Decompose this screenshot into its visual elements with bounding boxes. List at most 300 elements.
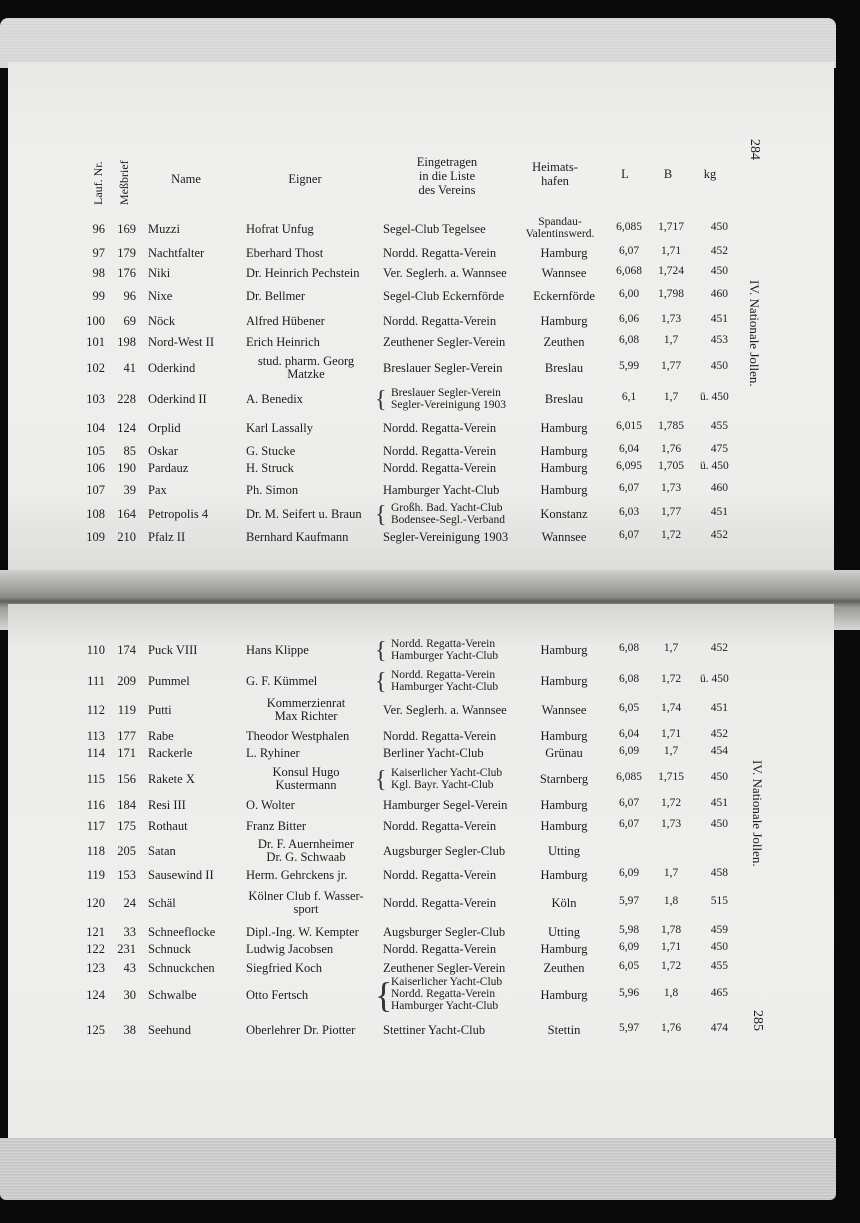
lauf-nr-cell: 118 (86, 844, 105, 858)
beam-b-cell: 1,7 (663, 745, 679, 757)
club-line: Nordd. Regatta-Verein (391, 637, 496, 650)
club-line: Nordd. Regatta-Verein (383, 868, 497, 882)
length-l-cell: 6,06 (618, 313, 640, 325)
boat-name-cell: Nachtfalter (148, 246, 205, 260)
home-port-line: Utting (548, 925, 580, 939)
beam-b-cell: 1,7 (663, 391, 679, 403)
beam-b-cell: 1,77 (660, 506, 682, 518)
beam-b-cell: 1,8 (663, 987, 679, 999)
home-port-line: Hamburg (540, 819, 588, 833)
club-line: Großh. Bad. Yacht-Club (391, 501, 503, 514)
club-line: Nordd. Regatta-Verein (383, 314, 497, 328)
messbrief-cell: 169 (117, 222, 136, 236)
header-heimat-line-2: hafen (541, 174, 569, 188)
owner-line: G. F. Kümmel (246, 674, 318, 688)
length-l-cell: 5,97 (618, 1022, 640, 1034)
messbrief-cell: 38 (123, 1023, 136, 1037)
boat-name-cell: Oderkind II (148, 392, 207, 406)
weight-kg-cell: 465 (710, 987, 728, 999)
home-port-line: Starnberg (539, 772, 589, 786)
length-l-cell: 6,04 (618, 728, 640, 740)
weight-kg-cell: 451 (710, 797, 728, 809)
beam-b-cell: 1,7 (663, 334, 679, 346)
messbrief-cell: 30 (123, 988, 136, 1002)
header-eingetragen-line-3: des Vereins (418, 183, 476, 197)
messbrief-cell: 190 (117, 461, 136, 475)
weight-kg-cell: 453 (710, 334, 728, 346)
messbrief-cell: 179 (117, 246, 136, 260)
lauf-nr-cell: 107 (86, 483, 105, 497)
brace-icon: { (375, 501, 387, 528)
header-name: Name (171, 172, 201, 186)
owner-line: Otto Fertsch (246, 988, 309, 1002)
club-line: Segler-Vereinigung 1903 (383, 530, 509, 544)
club-line: Zeuthener Segler-Verein (383, 961, 506, 975)
header-heimatshafen (524, 160, 586, 188)
club-line: Augsburger Segler-Club (383, 925, 506, 939)
weight-kg-cell: 452 (710, 245, 728, 257)
home-port-line: Hamburg (540, 643, 588, 657)
weight-kg-cell: ü. 450 (700, 460, 729, 472)
header-messbrief: Meßbrief (117, 160, 131, 205)
beam-b-cell: 1,72 (660, 797, 682, 809)
home-port-line: Hamburg (540, 868, 588, 882)
lauf-nr-cell: 115 (86, 772, 105, 786)
length-l-cell: 6,05 (618, 702, 640, 714)
lauf-nr-cell: 102 (86, 361, 105, 375)
home-port-line: Konstanz (540, 507, 588, 521)
boat-name-cell: Seehund (148, 1023, 192, 1037)
length-l-cell: 6,1 (621, 391, 637, 403)
lauf-nr-cell: 121 (86, 925, 105, 939)
lauf-nr-cell: 117 (86, 819, 105, 833)
length-l-cell: 6,068 (616, 265, 642, 277)
lauf-nr-cell: 123 (86, 961, 105, 975)
weight-kg-cell: 452 (710, 529, 728, 541)
home-port-line: Breslau (544, 361, 584, 375)
boat-name-cell: Petropolis 4 (148, 507, 209, 521)
lauf-nr-cell: 120 (86, 896, 105, 910)
lauf-nr-cell: 97 (92, 246, 105, 260)
length-l-cell: 6,085 (616, 221, 642, 233)
messbrief-cell: 69 (123, 314, 136, 328)
length-l-cell: 5,98 (618, 924, 640, 936)
home-port-line: Spandau- (538, 216, 582, 228)
club-line: Breslauer Segler-Verein (391, 386, 501, 399)
boat-name-cell: Nord-West II (148, 335, 214, 349)
beam-b-cell: 1,76 (660, 443, 682, 455)
club-line: Nordd. Regatta-Verein (383, 729, 497, 743)
home-port-line: Wannsee (541, 703, 587, 717)
messbrief-cell: 209 (117, 674, 136, 688)
length-l-cell: 5,96 (618, 987, 640, 999)
club-line: Nordd. Regatta-Verein (383, 246, 497, 260)
header-heimat-line-1: Heimats- (532, 160, 578, 174)
boat-name-cell: Putti (148, 703, 172, 717)
club-line: Segel-Club Tegelsee (383, 222, 486, 236)
length-l-cell: 6,09 (618, 941, 640, 953)
owner-line: stud. pharm. Georg (257, 354, 355, 368)
messbrief-cell: 156 (117, 772, 136, 786)
header-eigner: Eigner (288, 172, 322, 186)
owner-line: Erich Heinrich (246, 335, 320, 349)
club-line: Nordd. Regatta-Verein (383, 896, 497, 910)
boat-name-cell: Rabe (148, 729, 174, 743)
home-port-line: Hamburg (540, 461, 588, 475)
home-port-line: Breslau (544, 392, 584, 406)
header-b: B (663, 167, 673, 181)
messbrief-cell: 24 (123, 896, 136, 910)
owner-line: Karl Lassally (246, 421, 313, 435)
boat-name-cell: Pax (148, 483, 167, 497)
beam-b-cell: 1,785 (658, 420, 684, 432)
club-line: Kgl. Bayr. Yacht-Club (391, 778, 494, 791)
boat-name-cell: Oderkind (148, 361, 196, 375)
boat-name-cell: Sausewind II (148, 868, 214, 882)
owner-line: Dr. G. Schwaab (266, 850, 346, 864)
lauf-nr-cell: 114 (86, 746, 105, 760)
lauf-nr-cell: 124 (86, 988, 105, 1002)
lauf-nr-cell: 119 (86, 868, 105, 882)
boat-name-cell: Orplid (148, 421, 181, 435)
messbrief-cell: 153 (117, 868, 136, 882)
weight-kg-cell: 451 (710, 702, 728, 714)
weight-kg-cell: 451 (710, 313, 728, 325)
home-port-line: Köln (551, 896, 577, 910)
owner-line: H. Struck (246, 461, 294, 475)
club-line: Hamburger Yacht-Club (383, 483, 500, 497)
club-line: Ver. Seglerh. a. Wannsee (383, 703, 507, 717)
beam-b-cell: 1,78 (660, 924, 682, 936)
club-line: Hamburger Yacht-Club (391, 1000, 499, 1012)
top-page-stack-edge (0, 18, 836, 68)
beam-b-cell: 1,73 (660, 313, 682, 325)
length-l-cell: 5,97 (618, 895, 640, 907)
messbrief-cell: 171 (117, 746, 136, 760)
boat-name-cell: Satan (148, 844, 176, 858)
owner-line: Franz Bitter (246, 819, 307, 833)
lauf-nr-cell: 113 (86, 729, 105, 743)
owner-line: Dr. Bellmer (246, 289, 306, 303)
club-line: Nordd. Regatta-Verein (383, 461, 497, 475)
owner-line: Herm. Gehrckens jr. (246, 868, 348, 882)
owner-line: Dr. F. Auernheimer (257, 837, 355, 851)
beam-b-cell: 1,724 (658, 265, 684, 277)
owner-line: sport (293, 902, 319, 916)
club-line: Nordd. Regatta-Verein (383, 444, 497, 458)
club-line: Ver. Seglerh. a. Wannsee (383, 266, 507, 280)
boat-name-cell: Rakete X (148, 772, 195, 786)
lauf-nr-cell: 100 (86, 314, 105, 328)
lauf-nr-cell: 98 (92, 266, 105, 280)
boat-name-cell: Pfalz II (148, 530, 186, 544)
owner-line: Theodor Westphalen (246, 729, 350, 743)
messbrief-cell: 174 (117, 643, 136, 657)
home-port-line: Hamburg (540, 444, 588, 458)
lauf-nr-cell: 109 (86, 530, 105, 544)
length-l-cell: 6,00 (618, 288, 640, 300)
weight-kg-cell: 515 (710, 895, 728, 907)
boat-name-cell: Puck VIII (148, 643, 198, 657)
home-port-line: Zeuthen (543, 335, 585, 349)
lauf-nr-cell: 103 (86, 392, 105, 406)
weight-kg-cell: 454 (710, 745, 728, 757)
weight-kg-cell: 459 (710, 924, 728, 936)
length-l-cell: 6,07 (618, 818, 640, 830)
messbrief-cell: 210 (117, 530, 136, 544)
lauf-nr-cell: 105 (86, 444, 105, 458)
length-l-cell: 5,99 (618, 360, 640, 372)
boat-name-cell: Oskar (148, 444, 178, 458)
length-l-cell: 6,07 (618, 529, 640, 541)
weight-kg-cell: 450 (710, 818, 728, 830)
beam-b-cell: 1,717 (658, 221, 684, 233)
club-line: Berliner Yacht-Club (383, 746, 484, 760)
owner-line: Oberlehrer Dr. Piotter (246, 1023, 356, 1037)
owner-line: Matzke (287, 367, 325, 381)
club-line: Hamburger Segel-Verein (383, 798, 508, 812)
weight-kg-cell: ü. 450 (700, 391, 729, 403)
weight-kg-cell: 450 (710, 771, 728, 783)
owner-line: Kommerzienrat (266, 696, 346, 710)
beam-b-cell: 1,7 (663, 642, 679, 654)
length-l-cell: 6,05 (618, 960, 640, 972)
lauf-nr-cell: 110 (86, 643, 105, 657)
boat-name-cell: Nixe (148, 289, 173, 303)
messbrief-cell: 119 (117, 703, 136, 717)
home-port-line: Hamburg (540, 674, 588, 688)
boat-name-cell: Rackerle (148, 746, 193, 760)
owner-line: Konsul Hugo (272, 765, 340, 779)
owner-line: G. Stucke (246, 444, 296, 458)
messbrief-cell: 85 (123, 444, 136, 458)
header-eingetragen (400, 155, 494, 197)
messbrief-cell: 177 (117, 729, 136, 743)
beam-b-cell: 1,798 (658, 288, 684, 300)
club-line: Zeuthener Segler-Verein (383, 335, 506, 349)
weight-kg-cell: 452 (710, 728, 728, 740)
beam-b-cell: 1,73 (660, 818, 682, 830)
home-port-line: Wannsee (541, 266, 587, 280)
lauf-nr-cell: 96 (92, 222, 105, 236)
weight-kg-cell: 450 (710, 941, 728, 953)
lauf-nr-cell: 111 (87, 674, 105, 688)
home-port-line: Valentinswerd. (525, 228, 595, 240)
messbrief-cell: 176 (117, 266, 136, 280)
weight-kg-cell: 450 (710, 221, 728, 233)
page-number-285: 285 (750, 1010, 765, 1031)
beam-b-cell: 1,72 (660, 673, 682, 685)
owner-line: L. Ryhiner (246, 746, 300, 760)
lauf-nr-cell: 104 (86, 421, 105, 435)
messbrief-cell: 124 (117, 421, 136, 435)
owner-line: Dr. M. Seifert u. Braun (246, 507, 362, 521)
messbrief-cell: 164 (117, 507, 136, 521)
length-l-cell: 6,07 (618, 245, 640, 257)
home-port-line: Hamburg (540, 483, 588, 497)
club-line: Hamburger Yacht-Club (391, 680, 499, 693)
lauf-nr-cell: 101 (86, 335, 105, 349)
brace-icon: { (375, 766, 387, 793)
beam-b-cell: 1,7 (663, 867, 679, 879)
boat-name-cell: Resi III (148, 798, 186, 812)
beam-b-cell: 1,71 (660, 245, 682, 257)
messbrief-cell: 231 (117, 942, 136, 956)
weight-kg-cell: 460 (710, 288, 728, 300)
length-l-cell: 6,085 (616, 771, 642, 783)
beam-b-cell: 1,715 (658, 771, 684, 783)
boat-name-cell: Nöck (148, 314, 176, 328)
home-port-line: Stettin (547, 1023, 581, 1037)
length-l-cell: 6,08 (618, 673, 640, 685)
header-kg: kg (703, 167, 717, 181)
owner-line: Ludwig Jacobsen (246, 942, 334, 956)
club-line: Nordd. Regatta-Verein (391, 668, 496, 681)
boat-name-cell: Pardauz (148, 461, 189, 475)
home-port-line: Hamburg (540, 798, 588, 812)
owner-line: Max Richter (274, 709, 338, 723)
home-port-line: Zeuthen (543, 961, 585, 975)
weight-kg-cell: 450 (710, 360, 728, 372)
club-line: Nordd. Regatta-Verein (383, 942, 497, 956)
boat-name-cell: Muzzi (148, 222, 180, 236)
boat-name-cell: Pummel (148, 674, 190, 688)
length-l-cell: 6,09 (618, 745, 640, 757)
club-line: Kaiserlicher Yacht-Club (391, 976, 503, 988)
boat-name-cell: Rothaut (148, 819, 188, 833)
brace-icon: { (375, 637, 387, 664)
boat-name-cell: Schnuckchen (148, 961, 215, 975)
owner-line: Bernhard Kaufmann (246, 530, 349, 544)
owner-line: Kustermann (275, 778, 337, 792)
messbrief-cell: 175 (117, 819, 136, 833)
beam-b-cell: 1,74 (660, 702, 682, 714)
boat-name-cell: Schnuck (148, 942, 192, 956)
owner-line: Hofrat Unfug (246, 222, 314, 236)
lauf-nr-cell: 106 (86, 461, 105, 475)
lauf-nr-cell: 112 (86, 703, 105, 717)
club-line: Stettiner Yacht-Club (383, 1023, 486, 1037)
messbrief-cell: 205 (117, 844, 136, 858)
beam-b-cell: 1,72 (660, 960, 682, 972)
length-l-cell: 6,04 (618, 443, 640, 455)
home-port-line: Utting (548, 844, 580, 858)
brace-icon: { (375, 668, 387, 695)
brace-icon: { (375, 386, 387, 413)
section-title-bottom: IV. Nationale Jollen. (750, 760, 765, 867)
length-l-cell: 6,08 (618, 642, 640, 654)
beam-b-cell: 1,8 (663, 895, 679, 907)
beam-b-cell: 1,77 (660, 360, 682, 372)
lauf-nr-cell: 122 (86, 942, 105, 956)
messbrief-cell: 198 (117, 335, 136, 349)
boat-name-cell: Schwalbe (148, 988, 197, 1002)
club-line: Breslauer Segler-Verein (383, 361, 503, 375)
messbrief-cell: 228 (117, 392, 136, 406)
length-l-cell: 6,09 (618, 867, 640, 879)
lauf-nr-cell: 125 (86, 1023, 105, 1037)
length-l-cell: 6,07 (618, 797, 640, 809)
brace-icon: { (375, 975, 393, 1015)
weight-kg-cell: 455 (710, 420, 728, 432)
boat-name-cell: Niki (148, 266, 171, 280)
weight-kg-cell: 475 (710, 443, 728, 455)
home-port-line: Hamburg (540, 314, 588, 328)
weight-kg-cell: 460 (710, 482, 728, 494)
length-l-cell: 6,03 (618, 506, 640, 518)
club-line: Nordd. Regatta-Verein (383, 819, 497, 833)
lauf-nr-cell: 99 (92, 289, 105, 303)
beam-b-cell: 1,71 (660, 941, 682, 953)
club-line: Segel-Club Eckernförde (383, 289, 505, 303)
club-line: Augsburger Segler-Club (383, 844, 506, 858)
weight-kg-cell: 450 (710, 265, 728, 277)
home-port-line: Eckernförde (533, 289, 595, 303)
header-lauf-nr: Lauf. Nr. (91, 161, 105, 205)
club-line: Segler-Vereinigung 1903 (391, 398, 507, 411)
messbrief-cell: 41 (123, 361, 136, 375)
length-l-cell: 6,07 (618, 482, 640, 494)
home-port-line: Hamburg (540, 942, 588, 956)
beam-b-cell: 1,71 (660, 728, 682, 740)
weight-kg-cell: 458 (710, 867, 728, 879)
messbrief-cell: 39 (123, 483, 136, 497)
boat-name-cell: Schneeflocke (148, 925, 216, 939)
home-port-line: Hamburg (540, 988, 588, 1002)
beam-b-cell: 1,72 (660, 529, 682, 541)
club-line: Nordd. Regatta-Verein (391, 988, 496, 1000)
boat-name-cell: Schäl (148, 896, 176, 910)
section-title-top: IV. Nationale Jollen. (747, 280, 762, 387)
beam-b-cell: 1,73 (660, 482, 682, 494)
weight-kg-cell: 451 (710, 506, 728, 518)
club-line: Bodensee-Segl.-Verband (391, 513, 506, 526)
home-port-line: Hamburg (540, 246, 588, 260)
home-port-line: Hamburg (540, 421, 588, 435)
length-l-cell: 6,015 (616, 420, 642, 432)
weight-kg-cell: 452 (710, 642, 728, 654)
owner-line: Alfred Hübener (246, 314, 325, 328)
header-eingetragen-line-1: Eingetragen (416, 155, 478, 169)
home-port-line: Grünau (545, 746, 583, 760)
lauf-nr-cell: 108 (86, 507, 105, 521)
owner-line: Dipl.-Ing. W. Kempter (246, 925, 359, 939)
length-l-cell: 6,095 (616, 460, 642, 472)
owner-line: Dr. Heinrich Pechstein (246, 266, 360, 280)
messbrief-cell: 33 (123, 925, 136, 939)
weight-kg-cell: 474 (710, 1022, 728, 1034)
length-l-cell: 6,08 (618, 334, 640, 346)
owner-line: O. Wolter (246, 798, 295, 812)
header-eingetragen-line-2: in die Liste (418, 169, 476, 183)
beam-b-cell: 1,705 (658, 460, 684, 472)
club-line: Hamburger Yacht-Club (391, 649, 499, 662)
messbrief-cell: 184 (117, 798, 136, 812)
home-port-line: Hamburg (540, 729, 588, 743)
weight-kg-cell: ü. 450 (700, 673, 729, 685)
club-line: Kaiserlicher Yacht-Club (391, 766, 503, 779)
weight-kg-cell: 455 (710, 960, 728, 972)
messbrief-cell: 43 (123, 961, 136, 975)
club-line: Nordd. Regatta-Verein (383, 421, 497, 435)
header-l: L (621, 167, 629, 181)
owner-line: Ph. Simon (246, 483, 299, 497)
home-port-line: Wannsee (541, 530, 587, 544)
owner-line: Eberhard Thost (246, 246, 324, 260)
owner-line: Kölner Club f. Wasser- (248, 889, 364, 903)
owner-line: Hans Klippe (246, 643, 309, 657)
beam-b-cell: 1,76 (660, 1022, 682, 1034)
